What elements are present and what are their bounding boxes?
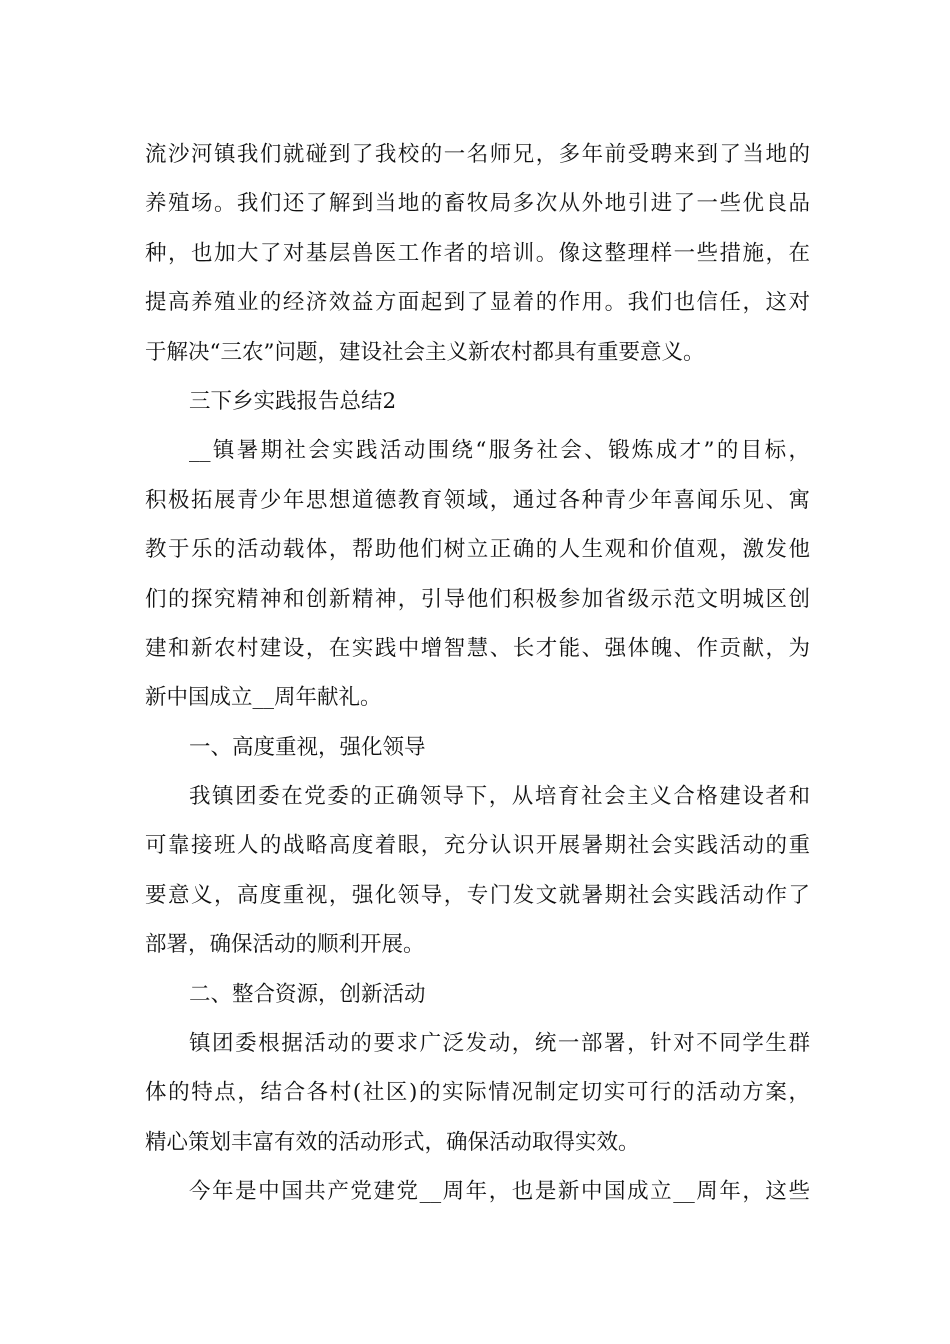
text-line: 要意义，高度重视，强化领导，专门发文就暑期社会实践活动作了 bbox=[145, 882, 810, 908]
text-line: 可靠接班人的战略高度着眼，充分认识开展暑期社会实践活动的重 bbox=[145, 833, 810, 859]
text-line: 部署，确保活动的顺利开展。 bbox=[145, 932, 425, 958]
text-line: 今年是中国共产党建党__周年，也是新中国成立__周年，这些 bbox=[189, 1179, 810, 1205]
text-line: 体的特点，结合各村(社区)的实际情况制定切实可行的活动方案， bbox=[145, 1080, 810, 1106]
text-line: 养殖场。我们还了解到当地的畜牧局多次从外地引进了一些优良品 bbox=[145, 191, 810, 217]
section-heading: 二、整合资源，创新活动 bbox=[189, 981, 426, 1007]
text-line: 我镇团委在党委的正确领导下，从培育社会主义合格建设者和 bbox=[189, 784, 810, 810]
text-line: 新中国成立__周年献礼。 bbox=[145, 685, 382, 711]
text-line: 精心策划丰富有效的活动形式，确保活动取得实效。 bbox=[145, 1129, 640, 1155]
text-line: __镇暑期社会实践活动围绕“服务社会、锻炼成才”的目标， bbox=[189, 438, 810, 464]
text-line: 流沙河镇我们就碰到了我校的一名师兄，多年前受聘来到了当地的 bbox=[145, 142, 810, 167]
text-line: 镇团委根据活动的要求广泛发动，统一部署，针对不同学生群 bbox=[189, 1031, 810, 1057]
text-line: 提高养殖业的经济效益方面起到了显着的作用。我们也信任，这对 bbox=[145, 290, 810, 316]
text-line: 于解决“三农”问题，建设社会主义新农村都具有重要意义。 bbox=[145, 339, 705, 365]
text-line: 们的探究精神和创新精神，引导他们积极参加省级示范文明城区创 bbox=[145, 586, 810, 612]
text-line: 建和新农村建设，在实践中增智慧、长才能、强体魄、作贡献，为 bbox=[145, 635, 810, 661]
text-line: 教于乐的活动载体，帮助他们树立正确的人生观和价值观，激发他 bbox=[145, 537, 810, 563]
section-heading: 三下乡实践报告总结2 bbox=[189, 388, 397, 414]
text-line: 积极拓展青少年思想道德教育领域，通过各种青少年喜闻乐见、寓 bbox=[145, 487, 810, 513]
document-body bbox=[145, 130, 810, 1217]
section-heading: 一、高度重视，强化领导 bbox=[189, 734, 426, 760]
text-line: 种，也加大了对基层兽医工作者的培训。像这整理样一些措施，在 bbox=[145, 240, 810, 266]
